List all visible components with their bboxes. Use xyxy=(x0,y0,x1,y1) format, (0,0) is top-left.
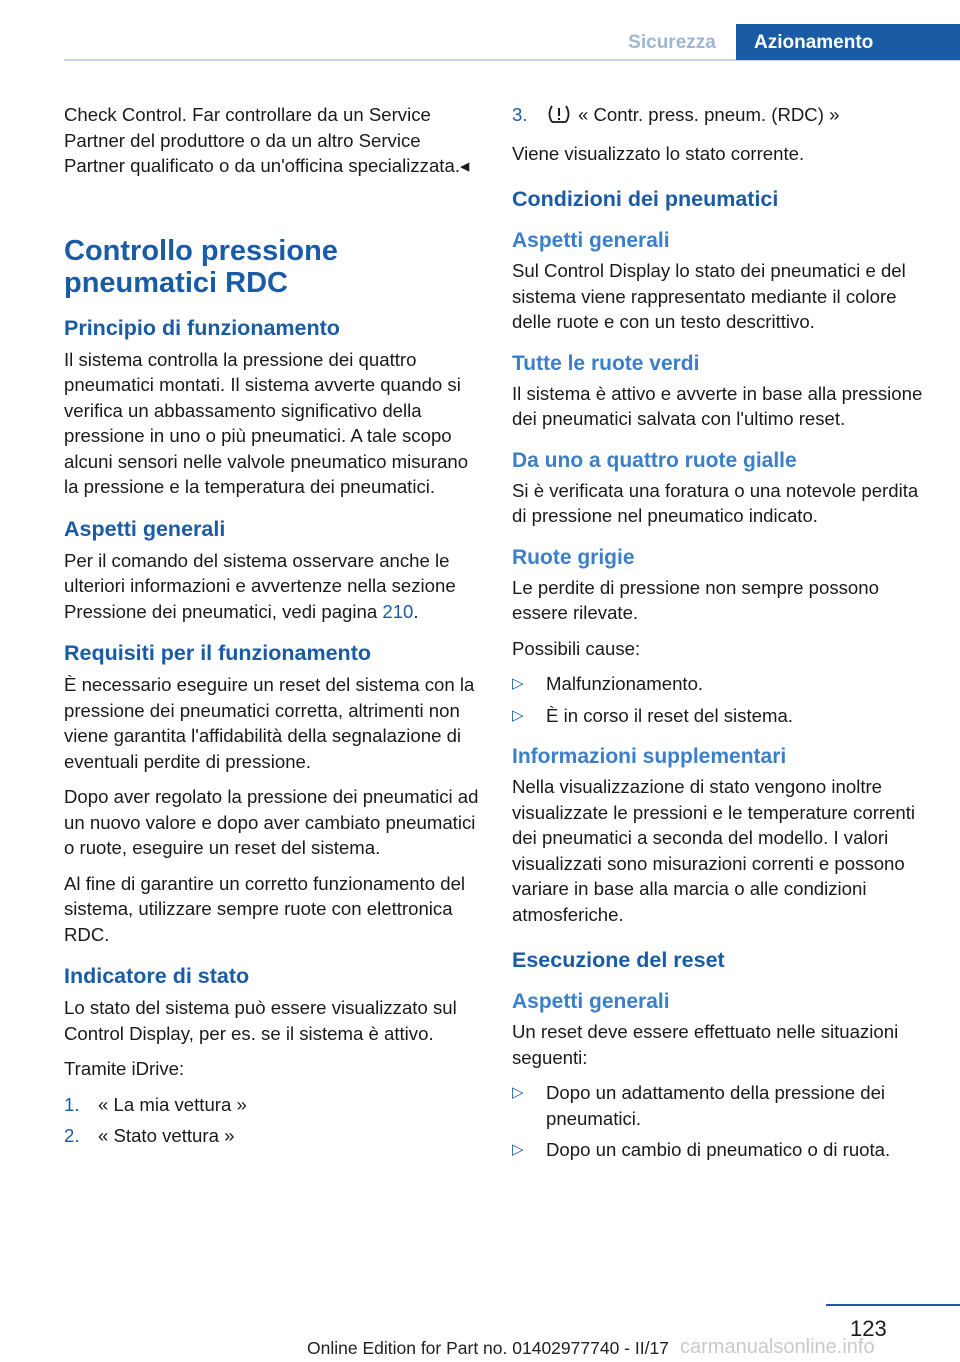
edition-footer: Online Edition for Part no. 01402977740 - II/17 xyxy=(307,1338,669,1358)
cause-text: È in corso il reset del sistema. xyxy=(546,704,793,726)
step3-result: Viene visualizzato lo stato corrente. xyxy=(512,142,805,164)
condizioni-text: Sul Control Display lo stato dei pneumatici e del sistema viene rappresentato mediante il colore delle ruote e con un testo descrittivo. xyxy=(512,260,906,332)
aspetti-text-after: . xyxy=(413,600,419,622)
principio-text: Il sistema controlla la pressione dei quattro pneumatici montati. Il sistema avverte quando si verifica un abbassamento significativo della pressione in uno o più pneumatici. A tale scopo alcuni sensori nelle valvole pneumatico misurano la pressione e la temperatura dei pneumatici. xyxy=(64,348,469,497)
bullet-triangle-icon: ▷ xyxy=(512,706,524,724)
header-tab-azionamento[interactable]: Azionamento xyxy=(736,24,960,60)
intro-paragraph: Check Control. Far controllare da un Service Partner del produttore o da un altro Service Partner qualificato o da un'officina specializzata.◂ xyxy=(64,104,470,176)
step-text: « Contr. press. pneum. (RDC) » xyxy=(578,104,840,125)
heading-informazioni: Informazioni supplementari xyxy=(512,745,787,768)
reset-list xyxy=(512,1080,932,1163)
indicatore-p1: Lo stato del sistema può essere visualizzato sul Control Display, per es. se il sistema è attivo. xyxy=(64,997,457,1044)
step-text: « La mia vettura » xyxy=(98,1093,247,1115)
cause-label: Possibili cause: xyxy=(512,637,641,659)
heading-indicatore: Indicatore di stato xyxy=(64,964,250,988)
heading-principio: Principio di funzionamento xyxy=(64,315,340,340)
causes-list xyxy=(512,671,932,728)
reset-text: Un reset deve essere effettuato nelle situazioni seguenti: xyxy=(512,1021,899,1068)
reset-item-text: Dopo un adattamento della pressione dei pneumatici. xyxy=(546,1082,886,1129)
heading-ruote-gialle: Da uno a quattro ruote gialle xyxy=(512,448,797,472)
list-item xyxy=(512,102,932,131)
list-item xyxy=(64,1092,482,1118)
idrive-steps-continued xyxy=(512,102,932,131)
heading-ruote-grigie: Ruote grigie xyxy=(512,545,635,569)
ruote-grigie-text: Le perdite di pressione non sempre possono essere rilevate. xyxy=(512,576,879,623)
bullet-triangle-icon: ▷ xyxy=(512,675,524,692)
ruote-gialle-text: Si è verificata una foratura o una notevole perdita di pressione nel pneumatico indicato. xyxy=(512,479,919,526)
idrive-steps xyxy=(64,1092,482,1149)
heading-aspetti-generali: Aspetti generali xyxy=(64,516,226,541)
page-number: 123 xyxy=(850,1316,887,1341)
section-title: Controllo pressione pneumatici RDC xyxy=(64,234,338,299)
indicatore-p2: Tramite iDrive: xyxy=(64,1058,185,1079)
bullet-triangle-icon: ▷ xyxy=(512,1084,524,1101)
informazioni-text: Nella visualizzazione di stato vengono inoltre visualizzate le pressioni e le temperature correnti dei pneumatici a seconda del modello. I valori visualizzati sono misurazioni correnti e possono variare in base alla marcia o alle condizioni atmosferiche. xyxy=(512,776,916,925)
heading-ruote-verdi: Tutte le ruote verdi xyxy=(512,351,700,375)
watermark: carmanualsonline.info xyxy=(680,1336,875,1358)
ruote-verdi-text: Il sistema è attivo e avverte in base alla pressione dei pneumatici salvata con l'ultimo reset. xyxy=(512,382,923,429)
left-column xyxy=(64,102,482,1159)
tire-pressure-warning-icon xyxy=(546,104,572,131)
heading-aspetti-generali-2: Aspetti generali xyxy=(512,229,670,252)
aspetti-text-before: Per il comando del sistema osservare anche le ulteriori informazioni e avvertenze nella sezione Pressione dei pneumatici, vedi pagina xyxy=(64,549,456,622)
heading-aspetti-generali-3: Aspetti generali xyxy=(512,990,670,1013)
requisiti-p2: Dopo aver regolato la pressione dei pneumatici ad un nuovo valore e dopo aver cambiato pneumatici o ruote, eseguire un reset del sistema. xyxy=(64,786,479,858)
page-link-210[interactable]: 210 xyxy=(382,600,414,622)
cause-text: Malfunzionamento. xyxy=(546,673,704,694)
requisiti-p1: È necessario eseguire un reset del sistema con la pressione dei pneumatici corretta, altrimenti non viene garantita l'affidabilità della segnalazione di eventuali perdite di pressione. xyxy=(64,674,475,772)
step-text: « Stato vettura » xyxy=(98,1125,235,1146)
heading-reset: Esecuzione del reset xyxy=(512,948,725,972)
requisiti-p3: Al fine di garantire un corretto funzionamento del sistema, utilizzare sempre ruote con elettronica RDC. xyxy=(64,872,466,945)
right-column xyxy=(512,102,932,1173)
list-item xyxy=(64,1123,482,1149)
heading-requisiti: Requisiti per il funzionamento xyxy=(64,641,371,665)
footer-rule xyxy=(826,1304,960,1306)
step-number: 1. xyxy=(64,1093,80,1115)
header-tab-sicurezza[interactable]: Sicurezza xyxy=(628,32,716,53)
list-item xyxy=(512,703,932,729)
heading-condizioni: Condizioni dei pneumatici xyxy=(512,187,779,211)
list-item xyxy=(512,671,932,697)
reset-item-text: Dopo un cambio di pneumatico o di ruota. xyxy=(546,1139,891,1160)
aspetti-text xyxy=(64,548,482,625)
bullet-triangle-icon: ▷ xyxy=(512,1141,524,1158)
list-item xyxy=(512,1080,932,1131)
step-number: 2. xyxy=(64,1125,80,1146)
list-item xyxy=(512,1137,932,1163)
step-number: 3. xyxy=(512,104,528,125)
